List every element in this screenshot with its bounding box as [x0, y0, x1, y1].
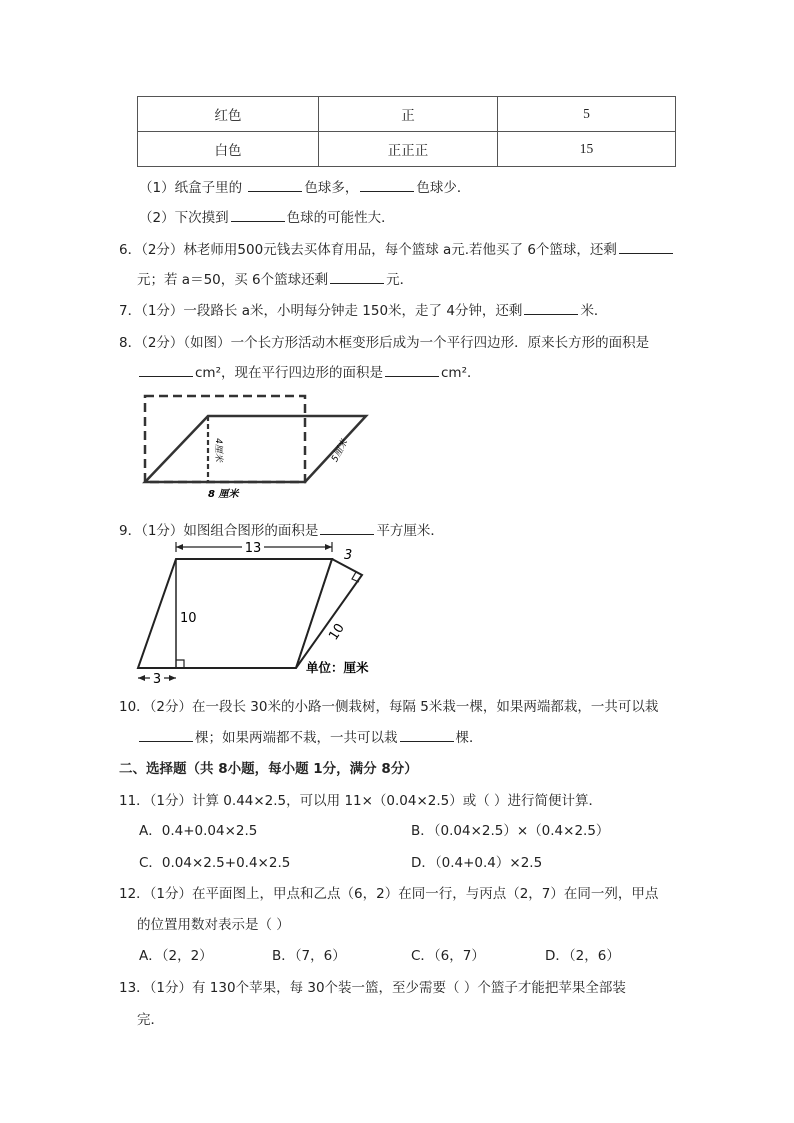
q12-option-d[interactable]: D．（2，6）: [545, 948, 620, 964]
label-small-side: 3: [344, 548, 353, 563]
q12-option-c[interactable]: C．（6，7）: [411, 948, 485, 964]
q11-option-a[interactable]: A．0.4+0.04×2.5: [139, 823, 258, 839]
q12-line2: 的位置用数对表示是（ ）: [137, 917, 290, 933]
q13-line1: 13．（1分）有 130个苹果，每 30个装一篮，至少需要（ ）个篮子才能把苹果全部装: [119, 980, 626, 996]
answer-blank[interactable]: [619, 240, 673, 254]
base-label: 8 厘米: [208, 489, 239, 500]
q11-option-b[interactable]: B．（0.04×2.5）×（0.4×2.5）: [411, 823, 610, 839]
label-height: 10: [180, 611, 197, 626]
answer-blank[interactable]: [320, 521, 374, 535]
table-row: [138, 132, 676, 167]
q8-figure: [138, 390, 372, 502]
q11-stem: 11．（1分）计算 0.44×2.5，可以用 11×（0.04×2.5）或（ ）进行简便计算．: [119, 793, 603, 809]
q9-figure: [132, 538, 402, 688]
table-row: [138, 97, 676, 132]
side-label: 5厘米: [330, 438, 351, 464]
q11-option-c[interactable]: C．0.04×2.5+0.4×2.5: [139, 855, 291, 871]
cell-count: 15: [498, 132, 676, 167]
q8-line2: cm²，现在平行四边形的面积是 cm²．: [137, 361, 481, 381]
cell-tally: 正正正: [319, 132, 498, 167]
q10-line1: 10．（2分）在一段长 30米的小路一侧栽树，每隔 5米栽一棵，如果两端都栽，一共可以栽: [119, 699, 659, 715]
q5-part2: （2）下次摸到 色球的可能性大．: [139, 210, 395, 226]
q6-line1: 6．（2分）林老师用500元钱去买体育用品，每个篮球 a元.若他买了 6个篮球，还剩: [119, 238, 675, 258]
label-slant: 10: [326, 621, 348, 644]
q9: 9．（1分）如图组合图形的面积是 平方厘米．: [119, 523, 444, 539]
combined-shape-left: [138, 559, 332, 668]
answer-blank[interactable]: [385, 363, 439, 377]
cell-tally: 正: [319, 97, 498, 132]
answer-blank[interactable]: [360, 178, 414, 192]
q5-part1: （1）纸盒子里的 色球多， 色球少．: [139, 180, 471, 196]
q10-line2: 棵；如果两端都不栽，一共可以栽 棵．: [137, 726, 483, 746]
height-label: 4厘米: [213, 438, 223, 462]
diagonal-dashed: [296, 559, 332, 668]
q6-line2: 元；若 a＝50，买 6个篮球还剩 元．: [137, 272, 414, 288]
q8-line1: 8．（2分）（如图）一个长方形活动木框变形后成为一个平行四边形．原来长方形的面积是: [119, 335, 650, 351]
cell-color: 白色: [138, 132, 319, 167]
q12-option-a[interactable]: A．（2，2）: [139, 948, 213, 964]
q7: 7．（1分）一段路长 a米，小明每分钟走 150米，走了 4分钟，还剩 米．: [119, 303, 608, 319]
combined-shape-right: [296, 559, 362, 668]
parallelogram: [145, 416, 366, 482]
answer-blank[interactable]: [524, 301, 578, 315]
q12-option-b[interactable]: B．（7，6）: [272, 948, 346, 964]
q11-option-d[interactable]: D．（0.4+0.4）×2.5: [411, 855, 543, 871]
original-rectangle: [145, 396, 305, 482]
answer-blank[interactable]: [248, 178, 302, 192]
answer-blank[interactable]: [330, 270, 384, 284]
answer-blank[interactable]: [400, 728, 454, 742]
section-heading: 二、选择题（共 8小题，每小题 1分，满分 8分）: [119, 761, 418, 777]
tally-table: [137, 96, 676, 167]
cell-count: 5: [498, 97, 676, 132]
answer-blank[interactable]: [231, 208, 285, 222]
answer-blank[interactable]: [139, 728, 193, 742]
q13-line2: 完．: [137, 1012, 164, 1028]
label-bottom: 3: [152, 672, 162, 687]
answer-blank[interactable]: [139, 363, 193, 377]
q12-line1: 12．（1分）在平面图上，甲点和乙点（6，2）在同一行，与丙点（2，7）在同一列，甲点: [119, 886, 659, 902]
unit-label: 单位：厘米: [306, 660, 369, 675]
label-top: 13: [244, 541, 262, 556]
cell-color: 红色: [138, 97, 319, 132]
right-angle-mark: [176, 660, 184, 668]
